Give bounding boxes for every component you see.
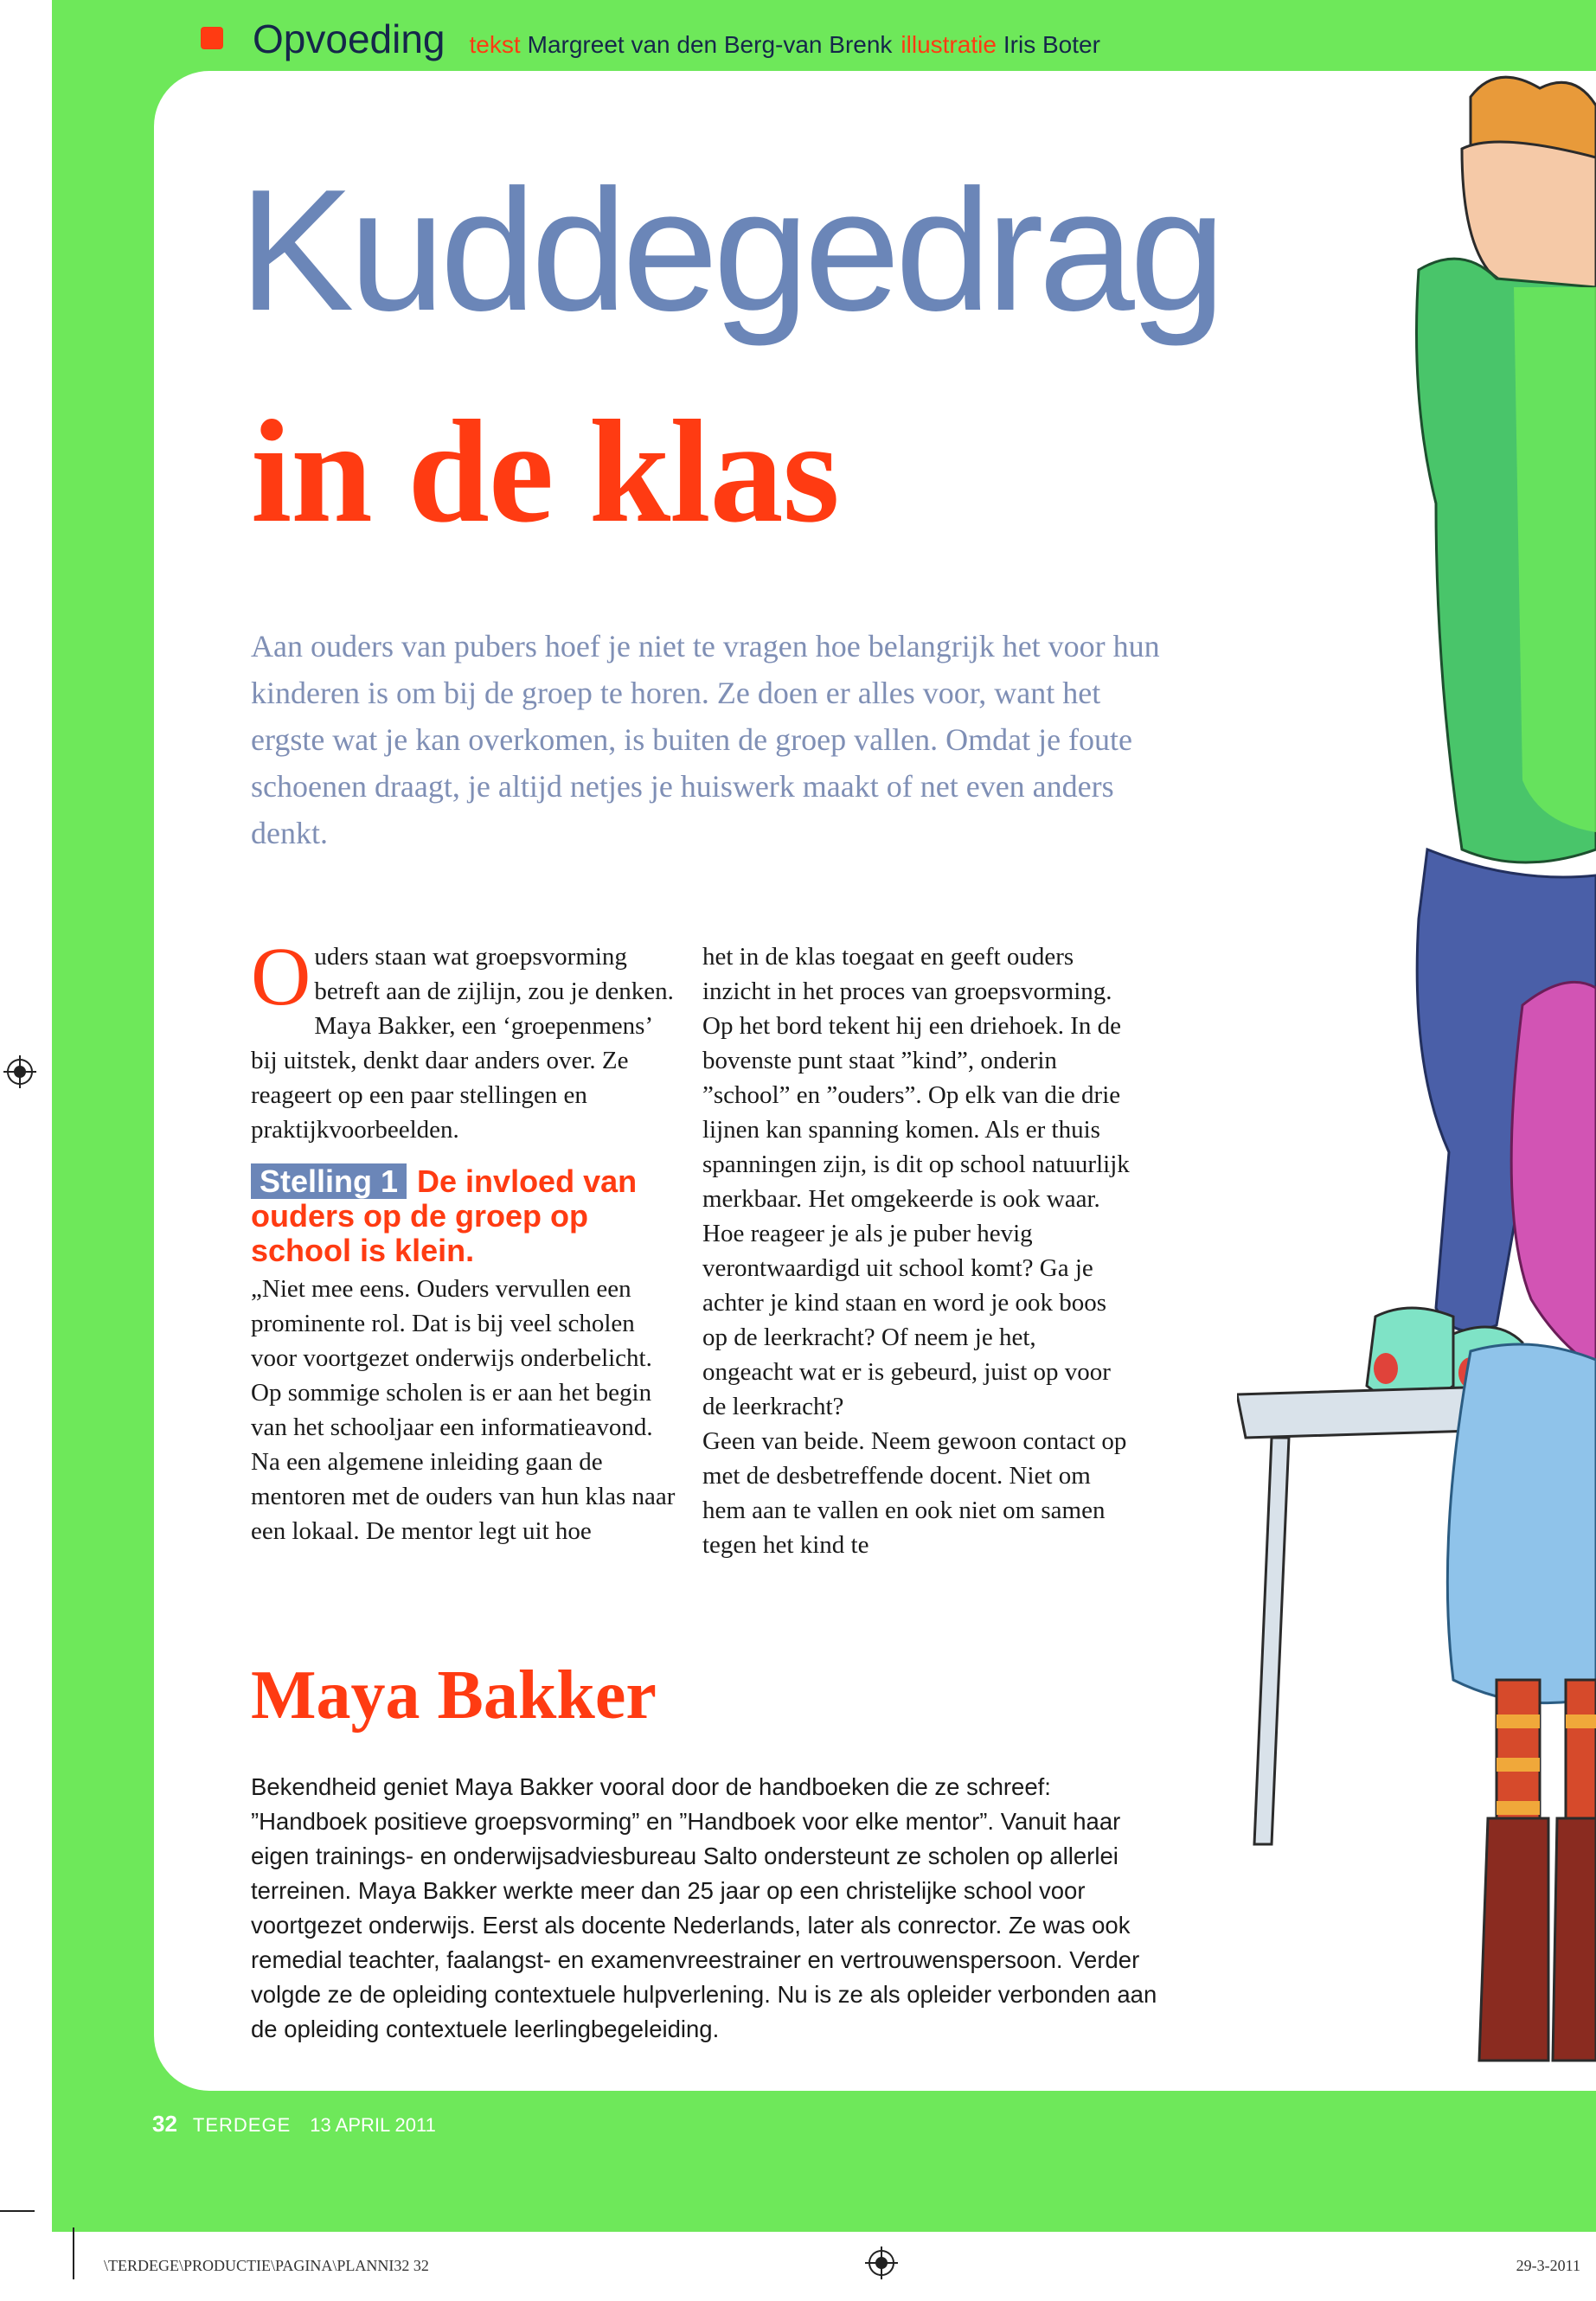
article-column-2 bbox=[702, 939, 1131, 1562]
section-label: Opvoeding bbox=[253, 16, 445, 61]
body-paragraph-3: Geen van beide. Neem gewoon contact op met de desbetreffende docent. Niet om hem aan te vallen en ook niet om samen tegen het kind te bbox=[702, 1427, 1127, 1559]
stelling-text: De invloed van ouders op de groep op school is klein. bbox=[251, 1163, 638, 1268]
section-square-icon bbox=[201, 27, 223, 49]
page-footer bbox=[152, 2111, 436, 2138]
stelling-tag: Stelling 1 bbox=[251, 1163, 407, 1199]
body-paragraph-2: het in de klas toegaat en geeft ouders inzicht in het proces van groepsvorming. Op het bord tekent hij een driehoek. In de bovenste punt staat ”kind”, onderin ”school” en ”ouders”. Op elk van die drie lijnen kan spanning komen. Als er thuis spanningen zijn, is dit op school natuurlijk merkbaar. Het omgekeerde is ook waar. Hoe reageer je als je puber hevig verontwaardigd uit school komt? Ga je achter je kind staan en word je ook boos op de leerkracht? Of neem je het, ongeacht wat er is gebeurd, juist op voor de leerkracht? bbox=[702, 943, 1130, 1420]
bio-text: Bekendheid geniet Maya Bakker vooral door de handboeken die ze schreef: ”Handboek positieve groepsvorming” en ”Handboek voor elke mentor”. Vanuit haar eigen trainings- en onderwijsadviesbureau Salto ondersteunt ze scholen op allerlei terreinen. Maya Bakker werkte meer dan 25 jaar op een christelijke school voor voortgezet onderwijs. Eerst als docente Nederlands, later als conrector. Ze was ook remedial teachter, faalangst- en examenvreestrainer en vertrouwenspersoon. Verder volgde ze de opleiding contextuele hulpverlening. Nu is ze als opleider verbonden aan de opleiding contextuele leerlingbegeleiding. bbox=[251, 1773, 1157, 2042]
bio-heading: Maya Bakker bbox=[251, 1657, 657, 1734]
stelling-heading bbox=[251, 1164, 679, 1268]
drop-cap: O bbox=[251, 930, 311, 1022]
print-file-path: \TERDEGE\PRODUCTIE\PAGINA\PLANNI32 32 bbox=[104, 2257, 429, 2274]
registration-mark-icon bbox=[3, 1055, 36, 1088]
page-header bbox=[201, 16, 1109, 67]
print-marks bbox=[0, 2245, 1596, 2301]
issue-date: 13 APRIL 2011 bbox=[310, 2114, 436, 2136]
crop-mark bbox=[73, 2227, 74, 2279]
crop-mark bbox=[0, 2210, 35, 2212]
magazine-name: TERDEGE bbox=[192, 2114, 292, 2136]
title-line-2: in de klas bbox=[251, 390, 839, 553]
author-name: Margreet van den Berg-van Brenk bbox=[527, 31, 893, 58]
text-credit-label: tekst bbox=[469, 31, 521, 58]
illustrator-name: Iris Boter bbox=[1003, 31, 1100, 58]
page-number: 32 bbox=[152, 2111, 177, 2137]
lead-text: uders staan wat groepsvorming betreft aan de zijlijn, zou je denken. Maya Bakker, een ‘groepenmens’ bij uitstek, denkt daar anders over. Ze reageert op een paar stellingen en praktijkvoorbeelden. bbox=[251, 943, 674, 1144]
lead-paragraph bbox=[251, 930, 679, 1147]
registration-mark-icon bbox=[865, 2247, 898, 2279]
article-column-1 bbox=[251, 930, 679, 1548]
intro-paragraph: Aan ouders van pubers hoef je niet te vragen hoe belangrijk het voor hun kinderen is om bij de groep te horen. Ze doen er alles voor, want het ergste wat je kan overkomen, is buiten de groep vallen. Omdat je foute schoenen draagt, je altijd netjes je huiswerk maakt of net even anders denkt. bbox=[251, 629, 1160, 850]
children-illustration bbox=[1237, 71, 1596, 2091]
title-line-1: Kuddegedrag bbox=[239, 154, 1221, 347]
body-paragraph-1: „Niet mee eens. Ouders vervullen een prominente rol. Dat is bij veel scholen voor voortgezet onderwijs onderbelicht. Op sommige scholen is er aan het begin van het schooljaar een informatieavond. Na een algemene inleiding gaan de mentoren met de ouders van hun klas naar een lokaal. De mentor legt uit hoe bbox=[251, 1275, 676, 1545]
illustration-credit-label: illustratie bbox=[901, 31, 997, 58]
print-date: 29-3-2011 bbox=[1516, 2257, 1580, 2274]
